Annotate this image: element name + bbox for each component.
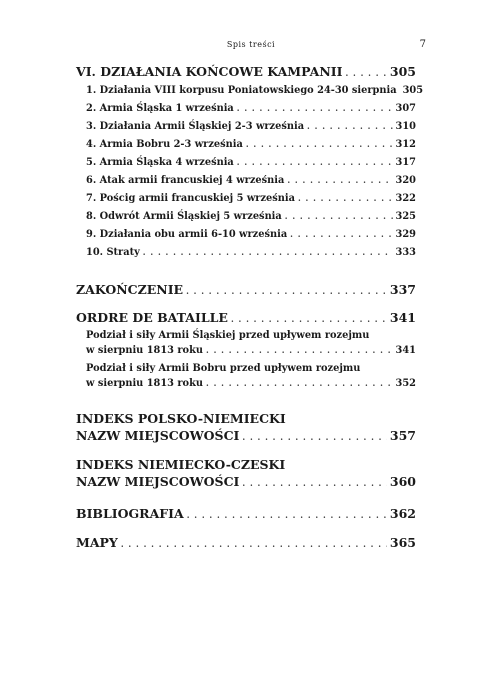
toc-entry-label-line1: Podział i siły Armii Śląskiej przed upływem rozejmu — [86, 330, 370, 341]
toc-indeks-niemiecko-czeski[interactable] — [76, 456, 416, 492]
dot-leader — [298, 189, 393, 208]
toc-entry-page: 341 — [389, 310, 416, 325]
toc-ordre-de-bataille[interactable] — [76, 308, 416, 327]
toc-zakonczenie[interactable] — [76, 280, 416, 299]
toc-entry-page: 365 — [389, 535, 416, 550]
dot-leader — [345, 62, 386, 83]
toc-entry-page: 307 — [395, 103, 416, 114]
toc-subentry[interactable] — [76, 117, 416, 135]
dot-leader — [121, 533, 387, 554]
toc-entry-label-line2: w sierpniu 1813 roku — [86, 345, 203, 356]
toc-subentry[interactable] — [76, 171, 416, 189]
dot-leader — [143, 243, 393, 262]
toc-entry-label: VI. DZIAŁANIA KOŃCOWE KAMPANII — [76, 64, 343, 79]
dot-leader — [242, 427, 387, 446]
toc-entry-label: ORDRE DE BATAILLE — [76, 310, 228, 325]
toc-entry-page: 312 — [395, 139, 416, 150]
toc-entry-page: 357 — [389, 428, 416, 443]
toc-entry-label-line2: w sierpniu 1813 roku — [86, 378, 203, 389]
toc-subentry[interactable] — [76, 328, 416, 358]
toc-entry-label: BIBLIOGRAFIA — [76, 506, 184, 521]
toc-entry-label-line1: Podział i siły Armii Bobru przed upływem rozejmu — [86, 363, 361, 374]
dot-leader — [186, 280, 387, 301]
dot-leader — [237, 153, 393, 172]
dot-leader — [206, 376, 393, 391]
toc-subentry[interactable] — [76, 361, 416, 391]
dot-leader — [287, 171, 392, 190]
running-header-title: Spis treści — [226, 40, 276, 49]
toc-entry-label-line1: INDEKS NIEMIECKO-CZESKI — [76, 457, 286, 472]
dot-leader — [231, 308, 387, 329]
toc-entry-label-line2: NAZW MIEJSCOWOŚCI — [76, 428, 240, 443]
toc-entry-label-line1: INDEKS POLSKO-NIEMIECKI — [76, 411, 286, 426]
toc-entry-label: 3. Działania Armii Śląskiej 2-3 września — [86, 121, 305, 132]
dot-leader — [285, 207, 393, 226]
toc-entry-label: 4. Armia Bobru 2-3 września — [86, 139, 243, 150]
toc-entry-label: ZAKOŃCZENIE — [76, 282, 184, 297]
toc-entry-page: 305 — [389, 64, 416, 79]
toc-entry-label: 9. Działania obu armii 6-10 września — [86, 229, 288, 240]
toc-mapy[interactable] — [76, 533, 416, 552]
toc-subentry[interactable] — [76, 207, 416, 225]
toc-entry-label: 10. Straty — [86, 247, 140, 258]
toc-entry-page: 337 — [389, 282, 416, 297]
toc-indeks-polsko-niemiecki[interactable] — [76, 410, 416, 446]
toc-entry-page: 317 — [395, 157, 416, 168]
toc-subentry[interactable] — [76, 153, 416, 171]
toc-entry-label-line2: NAZW MIEJSCOWOŚCI — [76, 474, 240, 489]
toc-entry-label: 6. Atak armii francuskiej 4 września — [86, 175, 285, 186]
toc-subentry[interactable] — [76, 135, 416, 153]
toc-entry-page: 325 — [395, 211, 416, 222]
toc-entry-label: 2. Armia Śląska 1 września — [86, 103, 234, 114]
toc-subentry[interactable] — [76, 243, 416, 261]
dot-leader — [246, 135, 393, 154]
toc-entry-page: 322 — [395, 193, 416, 204]
toc-subentry[interactable] — [76, 189, 416, 207]
toc-chapter-vi[interactable] — [76, 62, 416, 81]
toc-entry-label: 5. Armia Śląska 4 września — [86, 157, 234, 168]
toc-entry-page: 310 — [395, 121, 416, 132]
dot-leader — [237, 99, 393, 118]
page-number: 7 — [419, 39, 426, 50]
dot-leader — [187, 504, 387, 525]
toc-entry-label: 7. Pościg armii francuskiej 5 września — [86, 193, 295, 204]
toc-entry-page: 352 — [395, 378, 416, 389]
toc-subentry[interactable] — [76, 99, 416, 117]
toc-entry-page: 305 — [402, 85, 424, 96]
toc-entry-label: 8. Odwrót Armii Śląskiej 5 września — [86, 211, 282, 222]
toc-entry-page: 362 — [389, 506, 416, 521]
dot-leader — [307, 117, 393, 136]
toc-entry-label: MAPY — [76, 535, 118, 550]
running-header — [76, 40, 426, 54]
toc-entry-label: 1. Działania VIII korpusu Poniatowskiego 24-30 sierpnia — [86, 85, 397, 96]
toc-subentry[interactable] — [76, 225, 416, 243]
toc-entry-page: 341 — [395, 345, 416, 356]
dot-leader — [290, 225, 392, 244]
toc-entry-page: 320 — [395, 175, 416, 186]
table-of-contents — [76, 62, 424, 552]
toc-entry-page: 360 — [389, 474, 416, 489]
dot-leader — [206, 343, 393, 358]
toc-entry-page: 333 — [395, 247, 416, 258]
dot-leader — [242, 473, 387, 492]
toc-entry-page: 329 — [395, 229, 416, 240]
toc-subentry[interactable] — [76, 81, 424, 99]
toc-bibliografia[interactable] — [76, 504, 416, 523]
